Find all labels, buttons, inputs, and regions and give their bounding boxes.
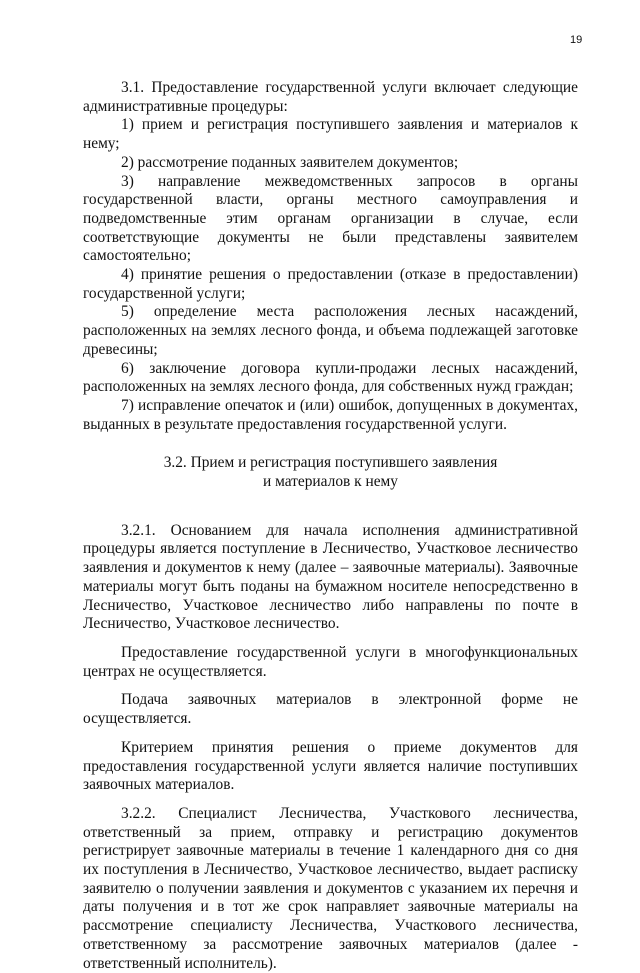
page-number: 19 (570, 34, 583, 46)
document-body (83, 79, 578, 973)
list-item: 1) прием и регистрация поступившего заявления и материалов к нему; (83, 116, 578, 153)
section-3-2-heading (83, 454, 578, 491)
paragraph: Критерием принятия решения о приеме документов для предоставления государственной услуги является наличие поступивших заявочных материалов. (83, 738, 578, 794)
list-item: 7) исправление опечаток и (или) ошибок, допущенных в документах, выданных в результате предоставления государственной услуги. (83, 396, 578, 433)
list-item: 5) определение места расположения лесных насаждений, расположенных на землях лесного фонда, и объема подлежащей заготовке древесины; (83, 303, 578, 358)
list-item: 2) рассмотрение поданных заявителем документов; (121, 153, 459, 171)
section-heading-line: и материалов к нему (263, 473, 398, 491)
section-3-1-intro: 3.1. Предоставление государственной услуги включает следующие административные процедуры: (83, 79, 578, 115)
section-heading-line: 3.2. Прием и регистрация поступившего заявления (163, 454, 498, 472)
list-item: 4) принятие решения о предоставлении (отказе в предоставлении) государственной услуги; (83, 266, 578, 302)
paragraph-3-2-2: 3.2.2. Специалист Лесничества, Участкового лесничества, ответственный за прием, отправку и регистрацию документов регистрирует заявочные материалы в течение 1 календарного дня со дня их поступления в Лесничество, Участковое лесничество, выдает расписку заявителю о получении заявления и документов с указанием их перечня и даты получения и в тот же срок направляет заявочные материалы на рассмотрение специалисту Лесничества, Участкового лесничества, ответственному за рассмотрение заявочных материалов (далее - ответственный исполнитель). (83, 804, 578, 972)
paragraph: Подача заявочных материалов в электронной форме не осуществляется. (83, 691, 578, 728)
paragraph-3-2-1: 3.2.1. Основанием для начала исполнения административной процедуры является поступление в Лесничество, Участковое лесничество заявления и документов к нему (далее – заявочные материалы). Заявочные материалы могут быть поданы на бумажном носителе непосредственно в Лесничество, Участковое лесничество либо направлены по почте в Лесничество, Участковое лесничество. (83, 521, 578, 633)
list-item: 6) заключение договора купли-продажи лесных насаждений, расположенных на землях лесного фонда, для собственных нужд граждан; (83, 359, 578, 396)
paragraph: Предоставление государственной услуги в многофункциональных центрах не осуществляется. (83, 643, 578, 680)
list-item: 3) направление межведомственных запросов в органы государственной власти, органы местного самоуправления и подведомственные этим органам организации в случае, если соответствующие документы не были представлены заявителем самостоятельно; (83, 172, 578, 265)
